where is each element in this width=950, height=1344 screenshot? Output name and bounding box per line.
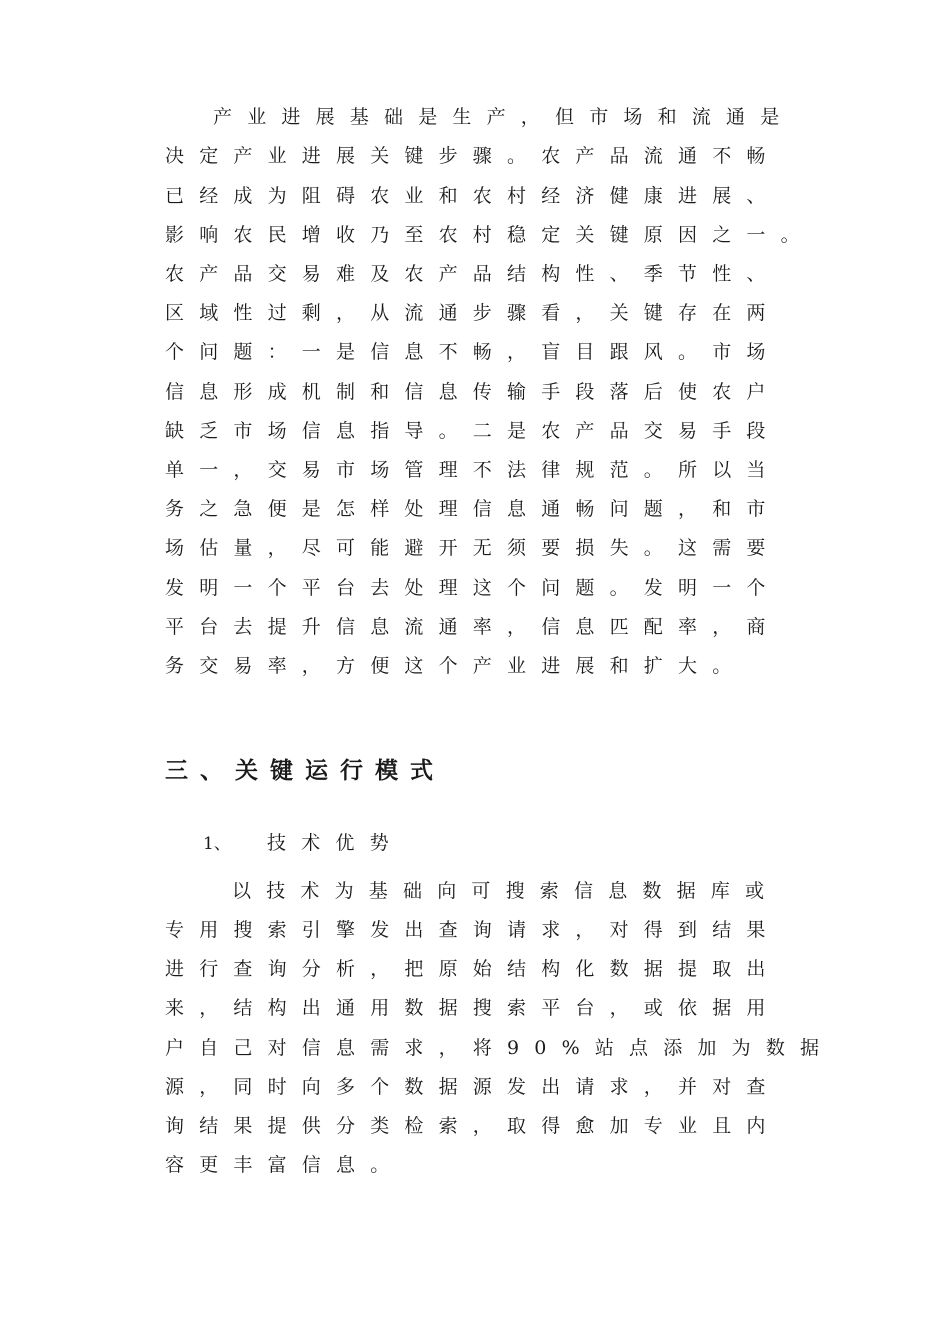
intro-line-6: 区域性过剩，从流通步骤看，关键存在两	[165, 302, 781, 324]
section-heading: 三、关键运行模式	[165, 758, 445, 784]
intro-line-3: 已经成为阻碍农业和农村经济健康进展、	[165, 185, 781, 207]
intro-line-10: 单一，交易市场管理不法律规范。所以当	[165, 459, 781, 481]
body-line-8: 容更丰富信息。	[165, 1154, 405, 1176]
body-line-1: 以技术为基础向可搜索信息数据库或	[232, 880, 780, 902]
subheading-number: 1、	[203, 834, 231, 854]
intro-line-13: 发明一个平台去处理这个问题。发明一个	[165, 577, 781, 599]
body-line-6: 源，同时向多个数据源发出请求，并对查	[165, 1076, 781, 1098]
body-line-2: 专用搜索引擎发出查询请求，对得到结果	[165, 919, 781, 941]
intro-line-9: 缺乏市场信息指导。二是农产品交易手段	[165, 420, 781, 442]
intro-line-2: 决定产业进展关键步骤。农产品流通不畅	[165, 145, 781, 167]
intro-line-4: 影响农民增收乃至农村稳定关键原因之一。	[165, 224, 815, 246]
subheading-1	[203, 831, 404, 856]
intro-line-11: 务之急便是怎样处理信息通畅问题，和市	[165, 498, 781, 520]
intro-line-15: 务交易率，方便这个产业进展和扩大。	[165, 655, 747, 677]
intro-line-12: 场估量，尽可能避开无须要损失。这需要	[165, 537, 781, 559]
body-line-4: 来，结构出通用数据搜索平台，或依据用	[165, 997, 781, 1019]
subheading-title: 技术优势	[267, 832, 404, 854]
body-line-3: 进行查询分析，把原始结构化数据提取出	[165, 958, 781, 980]
intro-line-14: 平台去提升信息流通率，信息匹配率，商	[165, 616, 781, 638]
intro-line-1: 产业进展基础是生产，但市场和流通是	[213, 106, 795, 128]
intro-line-5: 农产品交易难及农产品结构性、季节性、	[165, 263, 781, 285]
body-line-5: 户自己对信息需求，将90%站点添加为数据	[165, 1037, 835, 1059]
body-line-7: 询结果提供分类检索，取得愈加专业且内	[165, 1115, 781, 1137]
intro-line-7: 个问题：一是信息不畅，盲目跟风。市场	[165, 341, 781, 363]
intro-line-8: 信息形成机制和信息传输手段落后使农户	[165, 381, 781, 403]
